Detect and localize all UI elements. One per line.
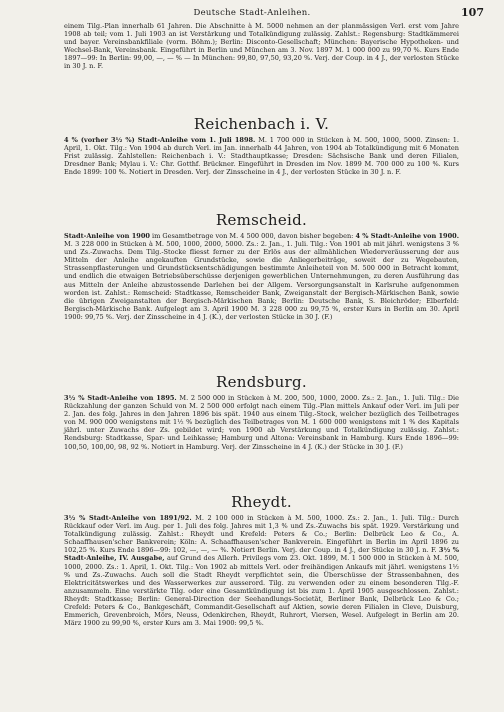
heading-rheydt: Rheydt. xyxy=(231,493,292,511)
remscheid-paragraph xyxy=(64,232,459,321)
reichenbach-paragraph xyxy=(64,136,459,176)
running-head: Deutsche Stadt-Anleihen. xyxy=(193,8,311,18)
heading-reichenbach: Reichenbach i. V. xyxy=(193,115,330,133)
rendsburg-lead: 3½ % Stadt-Anleihe von 1895. xyxy=(64,394,177,402)
section-rheydt xyxy=(64,514,459,627)
reichenbach-lead: 4 % (vorher 3½ %) Stadt-Anleihe vom 1. Juli 1898. xyxy=(64,136,256,144)
rendsburg-paragraph xyxy=(64,394,459,451)
rheydt-paragraph xyxy=(64,514,459,627)
heading-rendsburg: Rendsburg. xyxy=(216,373,307,391)
section-remscheid xyxy=(64,232,459,321)
remscheid-pre: im Gesamtbetrage von M. 4 500 000, davon bisher begeben: xyxy=(149,232,356,240)
remscheid-lead: Stadt-Anleihe von 1900 xyxy=(64,232,150,240)
rheydt-body-b: auf Grund des Allerh. Privilegs vom 23. Okt. 1899, M. 1 500 000 in Stücken à M. 500, 1000, 2000. Zs.: 1. April, 1. Okt. Tilg.: Von 1902 ab mittels Verl. oder freihändigen Ankaufs mit jährl. wenigstens 1½ % und Zs.-Zuwachs. Auch soll die Stadt Rheydt verpflichtet sein, die Überschüsse der Strassenbahnen, des Elektricitätswerkes und des Wasserwerkes zur ausserord. Tilg. zu verwenden oder zu einem besonderen Tilg.-F. anzusammeln. Eine verstärkte Tilg. oder eine Gesamtkündigung ist bis zum 1. April 1905 ausgeschlossen. Zahlst.: Rheydt: Stadtkasse; Berlin: General-Direction der Seehandlungs-Societät, Berliner Bank, Delbrück Leo & Co.; Crefeld: Peters & Co., Bankgeschäft, Commandit-Gesellschaft auf Aktien, sowie deren Filialen in Cleve, Duisburg, Emmerich, Grevenbroich, Mörs, Neuss, Odenkirchen, Rheydt, Ruhrort, Viersen, Wesel. Aufgelegt in Berlin am 20. März 1900 zu 99,90 %, erster Kurs am 3. Mai 1900: 99,5 %. xyxy=(64,554,459,628)
intro-paragraph xyxy=(64,22,459,71)
remscheid-body: M. 3 228 000 in Stücken à M. 500, 1000, 2000, 5000. Zs.: 2. Jan., 1. Juli. Tilg.: Von 1901 ab mit jährl. wenigstens 3 % und Zs.-Zuwachs. Dem Tilg.-Stocke fliesst ferner zu der Erlös aus der allmählichen Wiederveräusserung der aus Mitteln der Anleihe angekauften Grundstücke, sowie die Anliegerbeiträge, soweit der zu Wegebauten, Strassenpflasterungen und Grundstücksentschädigungen bestimmte Anleiheteil von M. 500 000 in Betracht kommt, und endlich die etwaigen Betriebsüberschüsse derjenigen gewerblichen Unternehmungen, zu deren Ausführung das aus Mitteln der Anleihe abzustossende Darlehen bei der Allgem. Versorgungsanstalt in Karlsruhe aufgenommen worden ist. Zahlst.: Remscheid: Stadtkasse, Remscheider Bank, Zweiganstalt der Bergisch-Märkischen Bank, sowie die übrigen Zweiganstalten der Bergisch-Märkischen Bank; Berlin: Deutsche Bank, S. Bleichröder; Elberfeld: Bergisch-Märkische Bank. Aufgelegt am 3. April 1900 M. 3 228 000 zu 99,75 %, erster Kurs in Berlin am 30. April 1900: 99,75 %. Verj. der Zinsscheine in 4 J. (K.), der verlosten Stücke in 30 J. (F.) xyxy=(64,240,459,321)
section-reichenbach xyxy=(64,136,459,176)
page-number: 107 xyxy=(461,6,484,19)
rheydt-lead: 3½ % Stadt-Anleihe von 1891/92. xyxy=(64,514,192,522)
section-rendsburg xyxy=(64,394,459,451)
heading-remscheid: Remscheid. xyxy=(215,211,308,229)
rendsburg-body: M. 2 500 000 in Stücken à M. 200, 500, 1000, 2000. Zs.: 2. Jan., 1. Juli. Tilg.: Die Rückzahlung der ganzen Schuld von M. 2 500 000 erfolgt nach einem Tilg.-Plan mittels Ankauf oder Verl. im Juli per 2. Jan. des folg. Jahres in den Jahren 1896 bis spät. 1940 aus einem Tilg.-Stock, welcher bezüglich des Teilbetrages von M. 900 000 wenigstens mit 1½ % bezüglich des Teilbetrages von M. 1 600 000 wenigstens mit 1 % des Kapitals jährl. unter Zuwachs der Zs. gebildet wird; von 1900 ab Verstärkung und Totalkündigung zulässig. Zahlst.: Rendsburg: Stadtkasse, Spar- und Leihkasse; Hamburg und Altona: Vereinsbank in Hamburg. Kurs Ende 1896—99: 100,50, 100,00, 98, 92 %. Notiert in Hamburg. Verj. der Zinsscheine in 4 J. (K.) der Stücke in 30 J. (F.) xyxy=(64,394,459,451)
rheydt-lead-2: 3½ % Stadt-Anleihe, IV. Ausgabe, xyxy=(64,546,459,563)
reichenbach-body: M. 1 700 000 in Stücken à M. 500, 1000, 5000. Zinsen: 1. April, 1. Okt. Tilg.: Von 1904 ab durch Verl. im Jan. innerhalb 44 Jahren, von 1904 ab Totalkündigung mit 6 Monaten Frist zulässig. Zahlstellen: Reichenbach i. V.: Stadthauptkasse; Dresden: Sächsische Bank und deren Filialen, Dresdner Bank; Mylau i. V.: Chr. Gotthf. Brückner. Eingeführt in Dresden im Nov. 1899 M. 700 000 zu 100 %. Kurs Ende 1899: 100 %. Notiert in Dresden. Verj. der Zinsscheine in 4 J., der verlosten Stücke in 30 J. n. F. xyxy=(64,136,459,177)
rheydt-body-a: M. 2 100 000 in Stücken à M. 500, 1000. Zs.: 2. Jan., 1. Juli. Tilg.: Durch Rückkauf oder Verl. im Aug. per 1. Juli des folg. Jahres mit 1,3 % und Zs.-Zuwachs bis spät. 1929. Verstärkung und Totalkündigung zulässig. Zahlst.: Rheydt und Krefeld: Peters & Co.; Berlin: Delbrück Leo & Co., A. Schaaffhausen'scher Bankverein; Köln: A. Schaaffhausen'scher Bankverein. Eingeführt in Berlin im April 1896 zu 102,25 %. Kurs Ende 1896—99: 102, —, —, — %. Notiert Berlin. Verj. der Coup. in 4 J., der Stücke in 30 J. n. F. xyxy=(64,514,459,555)
remscheid-lead-2: 4 % Stadt-Anleihe von 1900. xyxy=(355,232,459,240)
intro-text: einem Tilg.-Plan innerhalb 61 Jahren. Die Abschnitte à M. 5000 nehmen an der planmässigen Verl. erst vom Jahre 1908 ab teil; vom 1. Juli 1903 an ist Verstärkung und Totalkündigung zulässig. Zahlst.: Regensburg: Stadtkämmerei und bayer. Vereinsbankfiliale (vorm. Böhm.); Berlin: Disconto-Gesellschaft; München: Bayerische Hypotheken- und Wechsel-Bank, Vereinsbank. Eingeführt in Berlin und München am 3. Nov. 1897 M. 1 000 000 zu 99,70 %. Kurs Ende 1897—99: In Berlin: 99,00, —, — % — In München: 99,80, 97,50, 93,20 %. Verj. der Coup. in 4 J., der verlosten Stücke in 30 J. n. F. xyxy=(64,22,459,71)
